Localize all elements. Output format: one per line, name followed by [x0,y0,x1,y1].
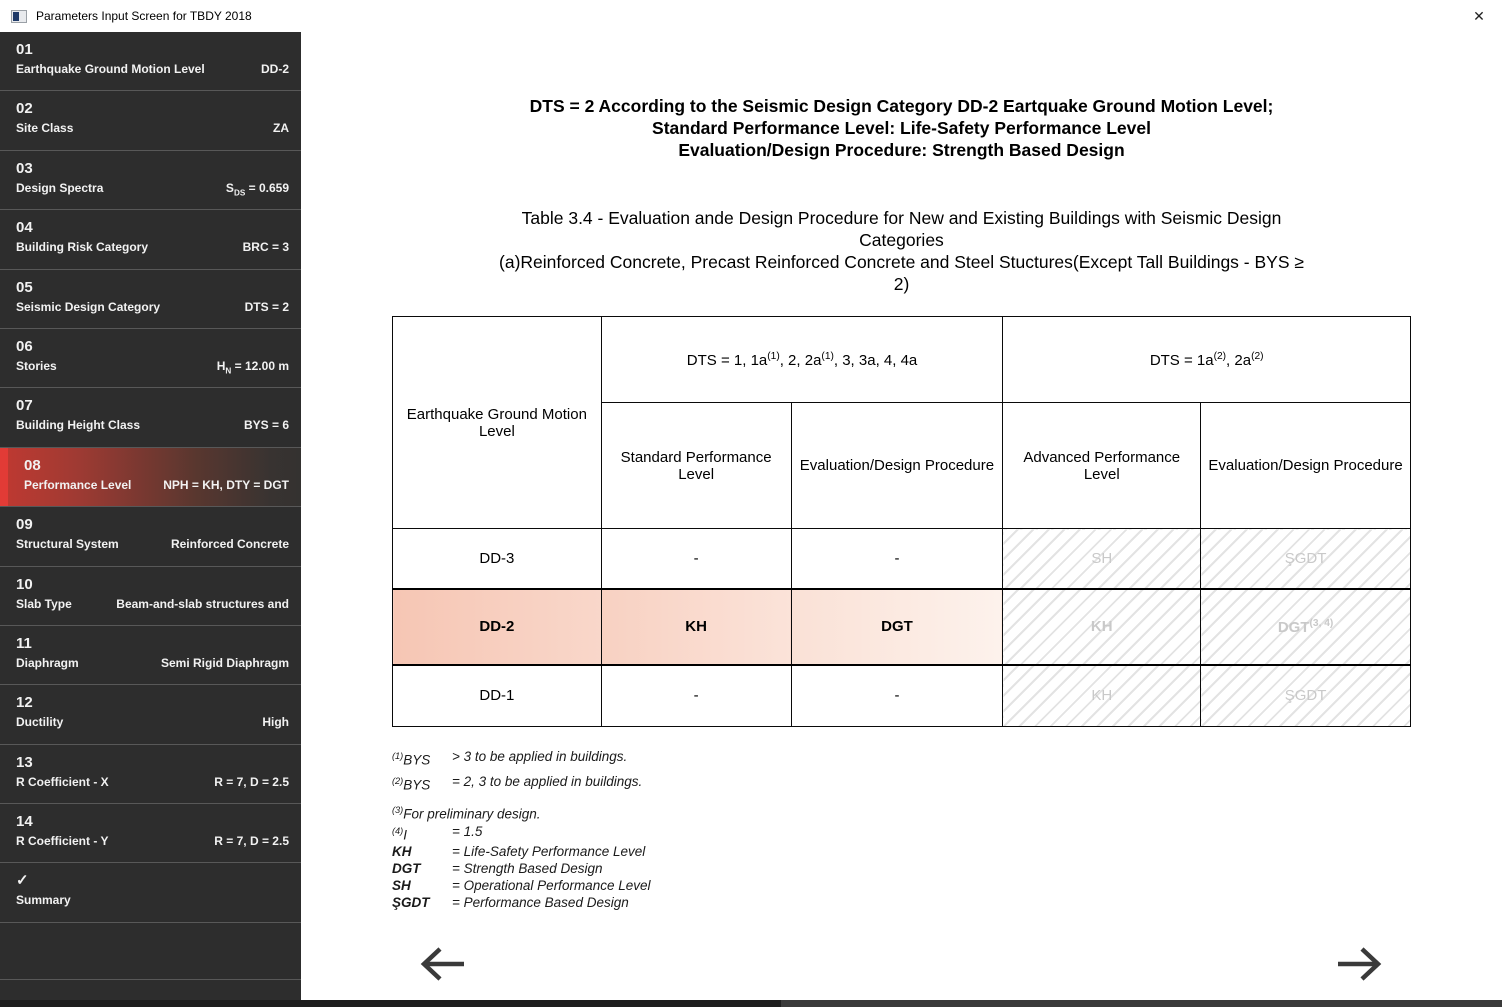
sidebar-item-number: 02 [16,100,33,118]
table-cell: KH [1003,589,1201,665]
window-title: Parameters Input Screen for TBDY 2018 [36,9,252,23]
sidebar-item-label: Ductility [16,715,64,730]
sidebar-item-number: 13 [16,753,33,771]
footnote [392,877,1411,894]
table-cell: DGT [791,589,1003,665]
footnote-label: KH [392,844,412,859]
sidebar-item-r-coefficient-y[interactable] [0,804,301,863]
table-cell: ŞGDT [1201,665,1411,727]
sidebar-item-label: R Coefficient - X [16,774,109,789]
main-content [301,32,1502,1007]
sidebar [0,32,301,1007]
sidebar-item-label: Site Class [16,121,74,136]
table-cell: SH [1003,529,1201,589]
footnote-label: $^{(4)}$I [392,825,407,842]
sidebar-item-label: Seismic Design Category [16,299,161,314]
sidebar-item-value: BYS = 6 [243,418,289,433]
sidebar-item-number: 01 [16,41,33,58]
result-heading-line3: Evaluation/Design Procedure: Strength Based Design [678,140,1125,160]
sidebar-empty-slot [0,923,301,980]
sidebar-item-label: Slab Type [16,596,72,611]
sidebar-item-label: Performance Level [24,477,132,492]
table-cell: ŞGDT [1201,529,1411,589]
table-cell: - [601,529,791,589]
footnote-description: > 3 to be applied in buildings. [452,749,628,764]
table-caption-line2: Categories [859,230,944,250]
sidebar-item-number: 05 [16,278,33,296]
sidebar-item-value: BRC = 3 [242,240,289,255]
sidebar-item-value: DTS = 2 [244,299,289,314]
sidebar-item-number: 06 [16,337,33,355]
footnote-label: SH [392,878,411,893]
sidebar-item-number: 07 [16,397,33,415]
sidebar-item-summary[interactable] [0,863,301,922]
sidebar-item-stories[interactable] [0,329,301,388]
row-label-cell: DD-3 [393,529,602,589]
footnote [392,802,1411,823]
table-cell: KH [601,589,791,665]
sidebar-item-value [79,893,289,907]
table-column-header: Evaluation/Design Procedure [1201,403,1411,529]
table-column-header: Standard Performance Level [601,403,791,529]
sidebar-item-building-height-class[interactable] [0,388,301,447]
sidebar-item-number: 04 [16,219,33,237]
arrow-left-icon [417,944,467,984]
sidebar-item-value: R = 7, D = 2.5 [214,774,289,789]
table-row-dd-2 [393,589,1411,665]
table-caption [301,207,1502,295]
row-label-cell: DD-1 [393,665,602,727]
sidebar-item-structural-system[interactable] [0,507,301,566]
footnote-label: ŞGDT [392,895,430,910]
sidebar-item-seismic-design-category[interactable] [0,270,301,329]
table-row-dd-1 [393,665,1411,727]
sidebar-item-label: Building Height Class [16,418,141,433]
table-column-header: Advanced Performance Level [1003,403,1201,529]
footnote-description: = Operational Performance Level [452,878,651,893]
table-cell: - [791,665,1003,727]
sidebar-item-r-coefficient-x[interactable] [0,745,301,804]
footnote-label: DGT [392,861,421,876]
result-heading-line1: DTS = 2 According to the Seismic Design Category DD-2 Eartquake Ground Motion Level; [529,96,1274,116]
prev-arrow-button[interactable] [417,944,467,984]
sidebar-item-number: 14 [16,813,33,831]
footnote [392,860,1411,877]
background-window-strip [0,1000,1502,1007]
sidebar-item-label: Earthquake Ground Motion Level [16,62,205,76]
sidebar-item-value: High [262,715,289,730]
footnote-label: $^{(2)}$BYS [392,775,431,792]
sidebar-item-value: R = 7, D = 2.5 [214,834,289,849]
sidebar-item-value: Beam-and-slab structures and [116,596,289,611]
result-heading-line2: Standard Performance Level: Life-Safety Performance Level [652,118,1151,138]
row-label-cell: DD-2 [393,589,602,665]
table-row-dd-3 [393,529,1411,589]
sidebar-item-number: ✓ [16,872,29,890]
sidebar-item-value: ZA [273,121,289,136]
table-cell: - [791,529,1003,589]
sidebar-item-label: Summary [16,893,71,908]
sidebar-item-number: 12 [16,694,33,712]
arrow-right-icon [1335,944,1385,984]
sidebar-item-diaphragm[interactable] [0,626,301,685]
footnote [392,823,1411,844]
sidebar-item-site-class[interactable] [0,91,301,150]
footnote-description: = 2, 3 to be applied in buildings. [452,773,643,789]
footnote [392,843,1411,860]
table-column-header: Evaluation/Design Procedure [791,403,1003,529]
table-corner-header: Earthquake Ground Motion Level [393,317,602,529]
table-caption-line4: 2) [893,274,910,294]
sidebar-item-label: Diaphragm [16,655,79,670]
sidebar-item-value: $S_{DS} = 0.659$ [225,180,289,198]
sidebar-item-slab-type[interactable] [0,567,301,626]
footnote-description: = Performance Based Design [452,895,629,910]
footnote-description: = 1.5 [452,823,483,839]
footnote [392,894,1411,911]
design-procedure-table [392,316,1411,727]
footnote-label: $^{(3)}$For preliminary design. [392,805,541,822]
sidebar-item-number: 08 [24,456,41,474]
table-group-header-2: DTS = $1a^{(2)}$, $2a^{(2)}$ [1003,317,1411,403]
sidebar-item-label: Building Risk Category [16,240,149,255]
sidebar-item-ductility[interactable] [0,685,301,744]
sidebar-item-label: Design Spectra [16,180,104,195]
table-group-header-1: DTS = 1, $1a^{(1)}$, 2, $2a^{(1)}$, 3, 3a, 4, 4a [601,317,1003,403]
sidebar-item-value: DD-2 [260,62,289,76]
sidebar-item-performance-level[interactable] [0,448,301,507]
sidebar-item-number: 11 [16,634,32,652]
result-heading [301,95,1502,161]
footnote [392,771,1411,796]
table-caption-line1: Table 3.4 - Evaluation ande Design Procedure for New and Existing Buildings with Seismic Design [521,208,1282,228]
sidebar-item-value: Reinforced Concrete [170,537,289,552]
footnote-label: $^{(1)}$BYS [392,751,431,768]
sidebar-item-label: R Coefficient - Y [16,834,109,849]
sidebar-item-building-risk-category[interactable] [0,210,301,269]
sidebar-item-value: $H_N = 12.00$ m [216,358,289,376]
sidebar-item-earthquake-ground-motion-level[interactable] [0,32,301,91]
footnote [392,746,1411,771]
sidebar-item-number: 03 [16,159,33,177]
footnote-description: = Life-Safety Performance Level [452,844,646,859]
table-cell: - [601,665,791,727]
footnotes [392,746,1411,911]
sidebar-item-design-spectra[interactable] [0,151,301,210]
footnote-description: = Strength Based Design [452,861,603,876]
table-cell: KH [1003,665,1201,727]
window-body [0,32,1502,1007]
sidebar-item-value: Semi Rigid Diaphragm [160,655,289,670]
title-bar [0,0,1502,32]
app-icon [11,10,27,23]
sidebar-item-label: Structural System [16,537,119,552]
next-arrow-button[interactable] [1335,944,1385,984]
sidebar-item-number: 09 [16,516,33,534]
table-caption-line3: (a)Reinforced Concrete, Precast Reinforced Concrete and Steel Stuctures(Except Tall Buildings - BYS ≥ [499,252,1304,272]
sidebar-item-number: 10 [16,575,33,593]
close-button[interactable]: ✕ [1473,7,1485,24]
sidebar-item-value: NPH = KH, DTY = DGT [163,477,289,492]
sidebar-item-label: Stories [16,358,57,373]
table-cell: DGT$^{(3, 4)}$ [1201,589,1411,665]
